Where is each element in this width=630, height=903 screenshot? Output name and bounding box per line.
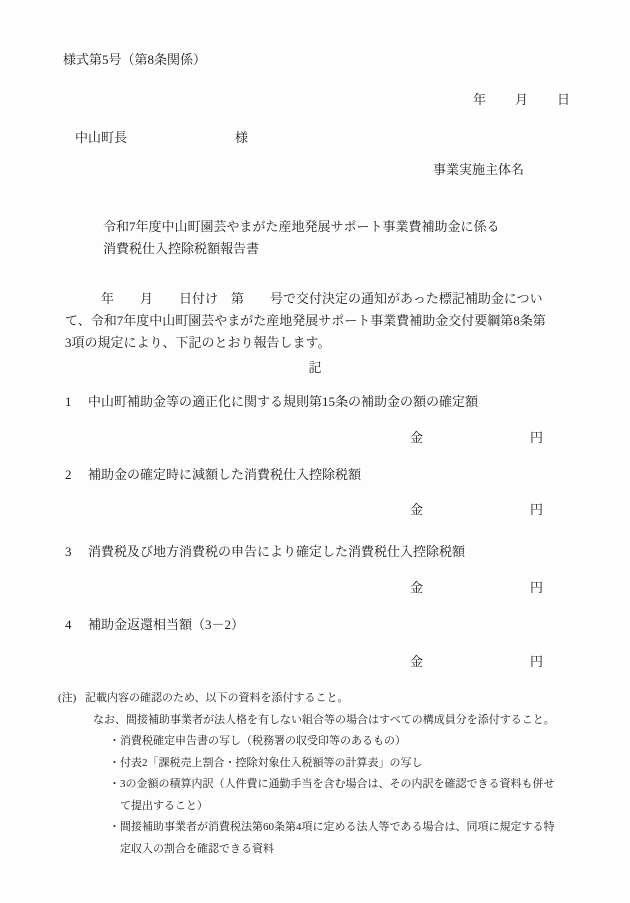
record-marker: 記 bbox=[308, 360, 322, 375]
amount-suffix: 円 bbox=[529, 580, 543, 595]
note-bullet-4 bbox=[109, 817, 561, 860]
addressee-row bbox=[75, 128, 248, 148]
item-2-number: 2 bbox=[65, 467, 72, 482]
note-bullet-2 bbox=[109, 753, 561, 775]
amount-prefix: 金 bbox=[410, 654, 424, 669]
note-bullet-1 bbox=[109, 731, 561, 753]
bullet-icon: ・ bbox=[109, 821, 120, 833]
item-1 bbox=[65, 392, 478, 412]
item-4-label: 補助金返還相当額（3－2） bbox=[88, 617, 245, 632]
item-2-amount-row bbox=[410, 500, 543, 520]
bullet-icon: ・ bbox=[109, 778, 120, 790]
item-2-label: 補助金の確定時に減額した消費税仕入控除税額 bbox=[88, 467, 362, 482]
item-1-amount-row bbox=[410, 428, 543, 448]
applicant-label: 事業実施主体名 bbox=[433, 162, 525, 177]
document-title-line1: 令和7年度中山町園芸やまがた産地発展サポート事業費補助金に係る bbox=[103, 219, 500, 234]
document-title bbox=[103, 216, 500, 260]
item-2 bbox=[65, 465, 361, 485]
item-3-number: 3 bbox=[65, 544, 72, 559]
amount-prefix: 金 bbox=[410, 430, 424, 445]
item-4-amount-row bbox=[410, 652, 543, 672]
date-line: 年 月 日 bbox=[472, 92, 571, 107]
body-line1: 年 月 日付け 第 号で交付決定の通知があった標記補助金につい bbox=[101, 291, 543, 306]
addressee-honorific: 様 bbox=[235, 130, 249, 145]
note-subintro-line: なお、間接補助事業者が法人格を有しない組合等の場合はすべての構成員分を添付すること。 bbox=[93, 713, 555, 726]
body-line3: 3項の規定により、下記のとおり報告します。 bbox=[65, 335, 331, 350]
note-bullet-2-text: 付表2「課税売上割合・控除対象仕入税額等の計算表」の写し bbox=[120, 756, 423, 769]
amount-suffix: 円 bbox=[529, 654, 543, 669]
document-title-line2: 消費税仕入控除税額報告書 bbox=[103, 241, 260, 256]
note-bullet-4-text: 間接補助事業者が消費税法第60条第4項に定める法人等である場合は、同項に規定する特定収入の割合を確認できる資料 bbox=[120, 821, 555, 855]
addressee-name: 中山町長 bbox=[75, 130, 128, 145]
note-bullet-3-text: 3の金額の積算内訳（人件費に通勤手当を含む場合は、その内訳を確認できる資料も併せて提出すること） bbox=[120, 778, 555, 812]
body-paragraph bbox=[65, 288, 573, 354]
item-1-label: 中山町補助金等の適正化に関する規則第15条の補助金の額の確定額 bbox=[88, 394, 479, 409]
form-number: 様式第5号（第8条関係） bbox=[63, 52, 207, 67]
note-marker: (注) bbox=[58, 692, 77, 704]
note-bullet-3 bbox=[109, 774, 561, 817]
note-intro-line bbox=[58, 688, 578, 710]
bullet-icon: ・ bbox=[109, 735, 120, 747]
note-bullet-1-text: 消費税確定申告書の写し（税務署の収受印等のあるもの） bbox=[120, 735, 406, 747]
note-intro-text: 記載内容の確認のため、以下の資料を添付すること。 bbox=[85, 692, 349, 704]
item-3-label: 消費税及び地方消費税の申告により確定した消費税仕入控除税額 bbox=[88, 544, 466, 559]
note-bullet-list bbox=[109, 731, 561, 860]
item-3-amount-row bbox=[410, 578, 543, 598]
bullet-icon: ・ bbox=[109, 756, 120, 769]
notes-section bbox=[58, 688, 578, 860]
item-4 bbox=[65, 615, 244, 635]
amount-prefix: 金 bbox=[410, 502, 424, 517]
amount-prefix: 金 bbox=[410, 580, 424, 595]
item-1-number: 1 bbox=[65, 394, 72, 409]
amount-suffix: 円 bbox=[529, 430, 543, 445]
amount-suffix: 円 bbox=[529, 502, 543, 517]
item-4-number: 4 bbox=[65, 617, 72, 632]
body-line2: て、令和7年度中山町園芸やまがた産地発展サポート事業費補助金交付要綱第8条第 bbox=[65, 313, 546, 328]
item-3 bbox=[65, 542, 465, 562]
